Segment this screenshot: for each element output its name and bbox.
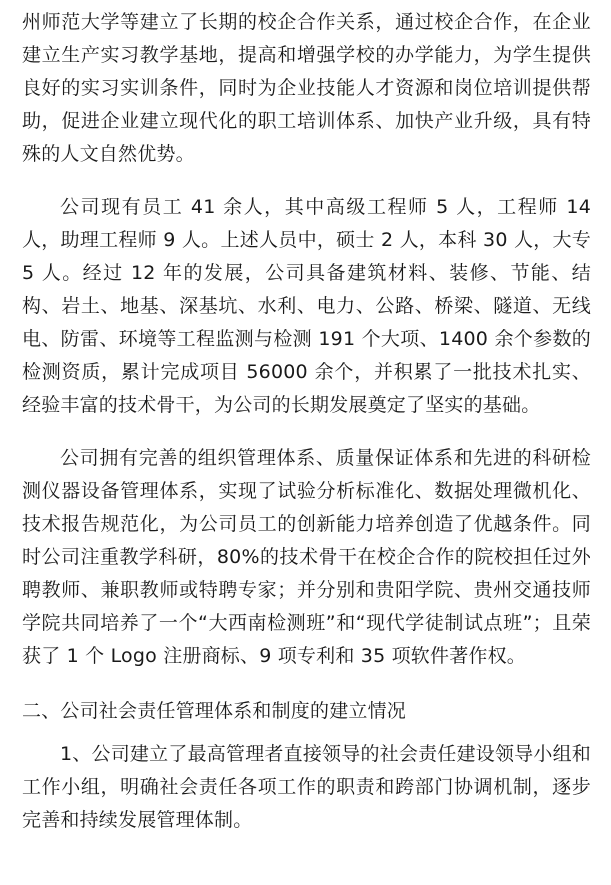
- paragraph-management: 公司拥有完善的组织管理体系、质量保证体系和先进的科研检测仪器设备管理体系，实现了试验分析标准化、数据处理微机化、技术报告规范化，为公司员工的创新能力培养创造了优越条件。同时公司注重教学科研，80%的技术骨干在校企合作的院校担任过外聘教师、兼职教师或特聘专家；并分别和贵阳学院、贵州交通技师学院共同培养了一个“大西南检测班”和“现代学徒制试点班”；且荣获了 1 个 Logo 注册商标、9 项专利和 35 项软件著作权。: [22, 447, 591, 667]
- paragraph-item-1: 1、公司建立了最高管理者直接领导的社会责任建设领导小组和工作小组，明确社会责任各项工作的职责和跨部门协调机制，逐步完善和持续发展管理体制。: [22, 743, 591, 831]
- paragraph-staff: 公司现有员工 41 余人，其中高级工程师 5 人，工程师 14 人，助理工程师 9 人。上述人员中，硕士 2 人，本科 30 人，大专 5 人。经过 12 年的发展，公司具备建筑材料、装修、节能、结构、岩土、地基、深基坑、水利、电力、公路、桥梁、隧道、无线电、防雷、环境等工程监测与检测 191 个大项、1400 余个参数的检测资质，累计完成项目 56000 余个，并积累了一批技术扎实、经验丰富的技术骨干，为公司的长期发展奠定了坚实的基础。: [22, 196, 591, 416]
- section-heading: 二、公司社会责任管理体系和制度的建立情况: [22, 700, 407, 722]
- paragraph-cooperation: 州师范大学等建立了长期的校企合作关系，通过校企合作，在企业建立生产实习教学基地，提高和增强学校的办学能力，为学生提供良好的实习实训条件，同时为企业技能人才资源和岗位培训提供帮助，促进企业建立现代化的职工培训体系、加快产业升级，具有特殊的人文自然优势。: [22, 11, 591, 165]
